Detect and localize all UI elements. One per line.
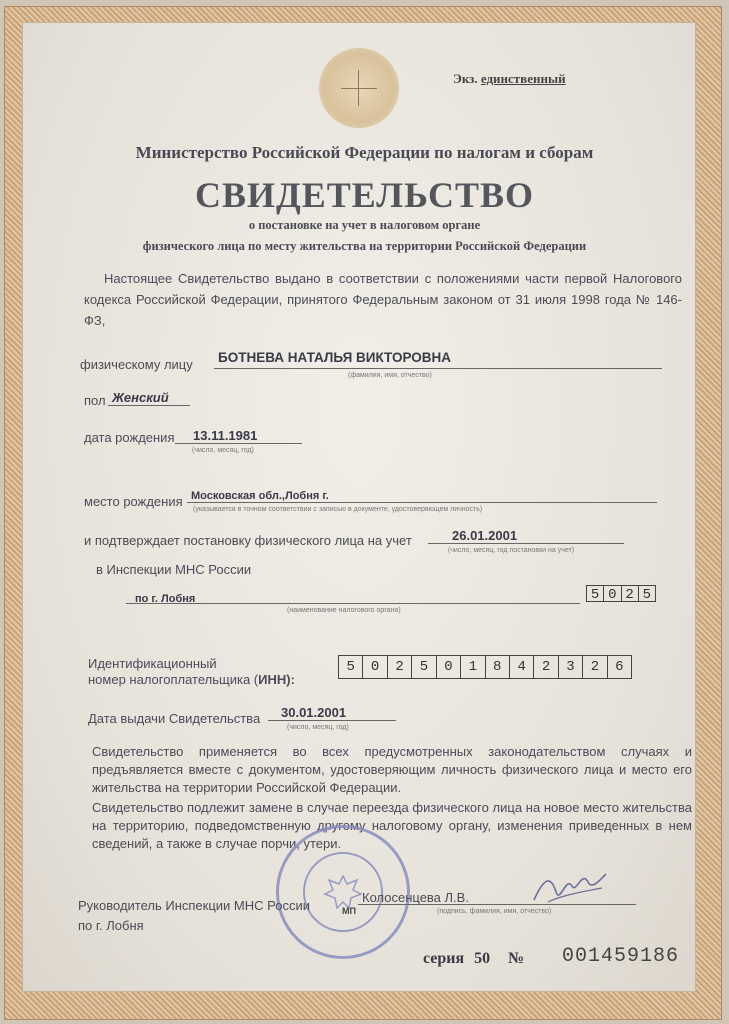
inn-digit: 2 <box>388 656 412 678</box>
usage-paragraph: Свидетельство применяется во всех предусмотренных законодательством случаях и предъявляется вместе с документом, удостоверяющим личность физического лица и место его жительства на территории Российской Федерации. <box>92 744 692 795</box>
sex-value: Женский <box>112 390 169 405</box>
inspection-code-digit: 5 <box>587 586 604 601</box>
replacement-paragraph: Свидетельство подлежит замене в случае переезда физического лица на новое место жительства на территорию, подведомственную другому налоговому органу, изменения приведенных в нем сведений, а также в случае порчи, утери. <box>92 800 692 851</box>
signer-role-line1: Руководитель Инспекции МНС России <box>78 898 310 913</box>
inn-digit: 6 <box>615 659 624 675</box>
document-title: СВИДЕТЕЛЬСТВО <box>194 175 535 215</box>
inspection-code-digit: 0 <box>604 586 621 601</box>
birth-date-value: 13.11.1981 <box>193 428 258 443</box>
document-number: 001459186 <box>562 945 680 968</box>
inn-digit: 2 <box>583 656 607 678</box>
birth-place-value: Московская обл.,Лобня г. <box>191 490 329 502</box>
inspection-code-digit: 2 <box>622 586 639 601</box>
inn-label-text: номер налогоплательщика ( <box>88 672 259 687</box>
series-label: серия <box>423 950 465 967</box>
inspection-code-box <box>586 585 656 602</box>
inn-digit: 3 <box>559 656 583 678</box>
person-name: БОТНЕВА НАТАЛЬЯ ВИКТОРОВНА <box>218 350 452 365</box>
mp-mark: МП <box>342 906 356 916</box>
registration-underline <box>428 543 624 544</box>
birth-date-label: дата рождения <box>84 430 175 445</box>
person-label: физическому лицу <box>80 357 193 372</box>
series-block <box>423 950 524 968</box>
registration-label: и подтверждает постановку физического лица на учет <box>84 533 412 548</box>
inn-label-line1: Идентификационный <box>88 656 217 671</box>
birth-place-label: место рождения <box>84 494 183 509</box>
birth-date-underline <box>175 443 302 444</box>
signer-name: Колосенцева Л.В. <box>362 890 469 905</box>
issue-date-underline <box>268 720 396 721</box>
copy-value: единственный <box>480 71 566 86</box>
birth-place-underline <box>187 502 657 503</box>
signature-hint: (подпись, фамилия, имя, отчество) <box>437 908 552 915</box>
birth-date-hint: (число, месяц, год) <box>192 447 254 454</box>
inspection-label: в Инспекции МНС России <box>96 562 252 577</box>
inn-digit: 1 <box>461 656 485 678</box>
document-subtitle-1: о постановке на учет в налоговом органе <box>248 218 481 232</box>
registration-date: 26.01.2001 <box>452 528 518 543</box>
sex-label: пол <box>84 393 106 408</box>
number-sign: № <box>508 950 525 967</box>
birth-place-hint: (указывается в точном соответствии с записью в документе, удостоверяющем личность) <box>193 506 483 513</box>
copy-prefix: Экз. <box>453 71 478 86</box>
inn-label-end: ): <box>286 672 295 687</box>
series-value: 50 <box>474 950 491 967</box>
inn-digit: 5 <box>339 656 363 678</box>
inn-digit: 0 <box>437 656 461 678</box>
inn-digit: 8 <box>486 656 510 678</box>
inn-digit: 5 <box>412 656 436 678</box>
person-underline <box>214 368 662 369</box>
inn-digit: 2 <box>534 656 558 678</box>
inn-digit: 4 <box>510 656 534 678</box>
signer-role-line2: по г. Лобня <box>78 918 144 933</box>
registration-hint: (число, месяц, год постановки на учет) <box>448 547 575 554</box>
person-hint: (фамилия, имя, отчество) <box>348 372 432 379</box>
copy-label <box>453 71 566 87</box>
document-subtitle-2: физического лица по месту жительства на территории Российской Федерации <box>142 239 587 253</box>
ministry-name: Министерство Российской Федерации по налогам и сборам <box>135 143 594 162</box>
inspection-name: по г. Лобня <box>135 593 196 605</box>
inspection-hint: (наименование налогового органа) <box>287 607 401 614</box>
inn-label-line2 <box>88 672 295 687</box>
intro-paragraph: Настоящее Свидетельство выдано в соответствии с положениями части первой Налогового кодекса Российской Федерации, принятого Федеральным законом от 31 июля 1998 года № 146-ФЗ, <box>84 271 682 328</box>
sex-underline <box>108 405 190 406</box>
inn-digit-box <box>338 655 632 679</box>
inspection-code-digit: 5 <box>642 587 652 603</box>
handwritten-signature-icon <box>530 862 610 912</box>
inn-label-bold: ИНН <box>258 672 287 687</box>
issue-date-hint: (число, месяц, год) <box>287 724 349 731</box>
inn-digit: 0 <box>363 656 387 678</box>
issue-date-value: 30.01.2001 <box>281 705 347 720</box>
issue-date-label: Дата выдачи Свидетельства <box>88 711 261 726</box>
emblem-icon <box>319 48 399 128</box>
